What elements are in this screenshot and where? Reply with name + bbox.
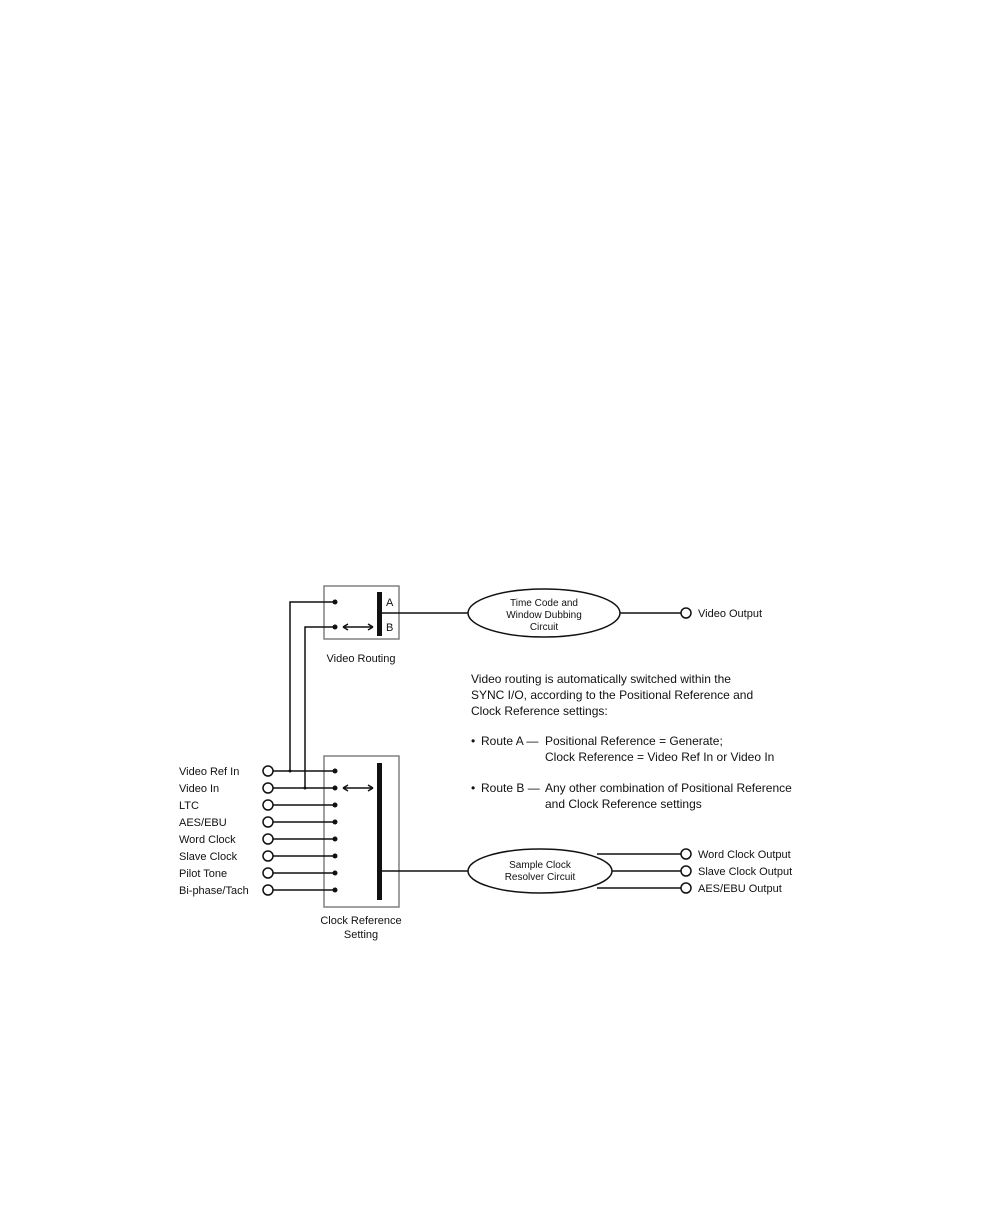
description-line2: SYNC I/O, according to the Positional Reference and <box>471 688 754 702</box>
input-dot-video-in <box>333 786 338 791</box>
input-row <box>179 834 338 846</box>
input-row <box>179 800 338 812</box>
video-routing-switch-bar <box>377 592 382 636</box>
description-line1: Video routing is automatically switched within the <box>471 672 731 686</box>
input-row <box>179 783 338 795</box>
input-dot-aes-ebu <box>333 820 338 825</box>
input-label-pilot-tone: Pilot Tone <box>179 868 228 880</box>
input-label-video-ref-in: Video Ref In <box>179 766 240 778</box>
output-jack-word-clock <box>681 849 691 859</box>
input-row <box>179 851 338 863</box>
route-a-line1: Positional Reference = Generate; <box>545 734 723 748</box>
input-label-word-clock: Word Clock <box>179 834 236 846</box>
output-jack-aes-ebu <box>681 883 691 893</box>
route-b-line1: Any other combination of Positional Reference <box>545 781 792 795</box>
output-label-slave-clock: Slave Clock Output <box>698 866 793 878</box>
input-jack-word-clock <box>263 834 273 844</box>
clock-reference-switch-bar <box>377 763 382 900</box>
clock-reference-box <box>324 756 399 907</box>
input-jack-video-in <box>263 783 273 793</box>
input-label-slave-clock: Slave Clock <box>179 851 238 863</box>
resolver-circuit-line1: Sample Clock <box>509 860 571 871</box>
output-list <box>681 849 792 895</box>
timecode-circuit <box>468 589 620 637</box>
input-row <box>179 817 338 829</box>
timecode-circuit-line2: Window Dubbing <box>506 610 582 621</box>
input-dot-ltc <box>333 803 338 808</box>
clock-reference-block <box>320 756 401 941</box>
resolver-circuit-ellipse <box>468 849 612 893</box>
clock-reference-caption-line1: Clock Reference <box>320 915 402 927</box>
input-row <box>179 885 338 897</box>
route-b-bullet: • <box>471 781 476 795</box>
output-jack-slave-clock <box>681 866 691 876</box>
timecode-circuit-line1: Time Code and <box>510 598 578 609</box>
output-row <box>681 883 782 895</box>
input-label-biphase-tach: Bi-phase/Tach <box>179 885 249 897</box>
timecode-circuit-line3: Circuit <box>529 622 559 633</box>
route-a-line2: Clock Reference = Video Ref In or Video In <box>545 750 775 764</box>
route-b-line2: and Clock Reference settings <box>545 797 702 811</box>
description-line3: Clock Reference settings: <box>471 704 608 718</box>
input-jack-biphase-tach <box>263 885 273 895</box>
route-a-bullet: • <box>471 734 476 748</box>
input-row <box>179 868 338 880</box>
input-jack-aes-ebu <box>263 817 273 827</box>
route-a-label: A <box>386 597 394 609</box>
description-block <box>471 672 792 811</box>
clock-reference-caption-line2: Setting <box>343 929 379 941</box>
route-b-prefix: Route B — <box>481 781 540 795</box>
input-jack-slave-clock <box>263 851 273 861</box>
video-output-label: Video Output <box>698 608 763 620</box>
input-jack-ltc <box>263 800 273 810</box>
output-label-aes-ebu: AES/EBU Output <box>698 883 782 895</box>
input-dot-slave-clock <box>333 854 338 859</box>
output-label-word-clock: Word Clock Output <box>698 849 791 861</box>
route-a-prefix: Route A — <box>481 734 539 748</box>
input-row <box>179 766 338 778</box>
input-dot-pilot-tone <box>333 871 338 876</box>
input-dot-word-clock <box>333 837 338 842</box>
video-output-jack <box>681 608 691 618</box>
route-b-label: B <box>386 622 394 634</box>
video-routing-caption: Video Routing <box>326 653 396 665</box>
input-label-ltc: LTC <box>179 800 199 812</box>
input-dot-video-ref-in <box>333 769 338 774</box>
input-jack-pilot-tone <box>263 868 273 878</box>
video-routing-block <box>324 586 399 665</box>
input-label-video-in: Video In <box>179 783 220 795</box>
input-dot-biphase-tach <box>333 888 338 893</box>
input-jack-video-ref-in <box>263 766 273 776</box>
resolver-circuit <box>468 849 612 893</box>
output-row <box>681 866 792 878</box>
resolver-circuit-line2: Resolver Circuit <box>504 872 576 883</box>
input-label-aes-ebu: AES/EBU <box>179 817 227 829</box>
output-row <box>681 849 791 861</box>
input-list <box>179 766 338 897</box>
